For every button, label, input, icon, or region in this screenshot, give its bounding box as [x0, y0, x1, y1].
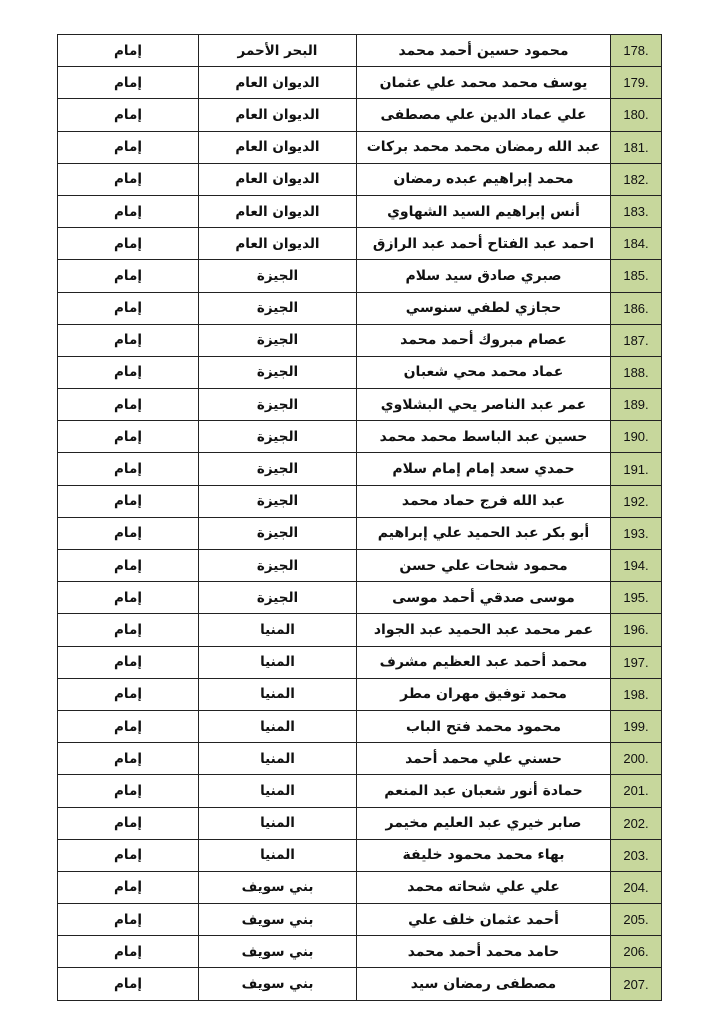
row-number: 186. — [611, 292, 662, 324]
person-name: يوسف محمد محمد علي عثمان — [357, 67, 611, 99]
row-number: 198. — [611, 678, 662, 710]
job-title: إمام — [58, 99, 199, 131]
table-row — [58, 453, 662, 485]
governorate: الجيزة — [199, 356, 357, 388]
person-name: بهاء محمد محمود خليفة — [357, 839, 611, 871]
person-name: عمر محمد عبد الحميد عبد الجواد — [357, 614, 611, 646]
table-row — [58, 710, 662, 742]
row-number: 199. — [611, 710, 662, 742]
person-name: احمد عبد الفتاح أحمد عبد الرازق — [357, 228, 611, 260]
person-name: حسين عبد الباسط محمد محمد — [357, 421, 611, 453]
job-title: إمام — [58, 453, 199, 485]
table-row — [58, 131, 662, 163]
governorate: البحر الأحمر — [199, 35, 357, 67]
table-row — [58, 292, 662, 324]
table-row — [58, 485, 662, 517]
job-title: إمام — [58, 550, 199, 582]
job-title: إمام — [58, 582, 199, 614]
row-number: 179. — [611, 67, 662, 99]
table-row — [58, 421, 662, 453]
table-row — [58, 260, 662, 292]
table-row — [58, 324, 662, 356]
row-number: 190. — [611, 421, 662, 453]
job-title: إمام — [58, 292, 199, 324]
governorate: المنيا — [199, 678, 357, 710]
row-number: 193. — [611, 517, 662, 549]
governorate: المنيا — [199, 614, 357, 646]
table-row — [58, 775, 662, 807]
table-row — [58, 582, 662, 614]
row-number: 197. — [611, 646, 662, 678]
person-name: محمد أحمد عبد العظيم مشرف — [357, 646, 611, 678]
person-name: حامد محمد أحمد محمد — [357, 936, 611, 968]
governorate: الجيزة — [199, 292, 357, 324]
person-name: محمد إبراهيم عبده رمضان — [357, 163, 611, 195]
person-name: عبد الله رمضان محمد محمد بركات — [357, 131, 611, 163]
job-title: إمام — [58, 131, 199, 163]
table-row — [58, 936, 662, 968]
table-row — [58, 968, 662, 1000]
governorate: الجيزة — [199, 260, 357, 292]
person-name: أنس إبراهيم السيد الشهاوي — [357, 195, 611, 227]
governorate: الديوان العام — [199, 67, 357, 99]
person-name: علي علي شحاته محمد — [357, 871, 611, 903]
table-row — [58, 678, 662, 710]
table-row — [58, 839, 662, 871]
roster-body — [58, 35, 662, 1001]
governorate: الجيزة — [199, 517, 357, 549]
job-title: إمام — [58, 775, 199, 807]
person-name: محمد توفيق مهران مطر — [357, 678, 611, 710]
person-name: أحمد عثمان خلف علي — [357, 904, 611, 936]
row-number: 204. — [611, 871, 662, 903]
governorate: الجيزة — [199, 389, 357, 421]
table-row — [58, 871, 662, 903]
job-title: إمام — [58, 195, 199, 227]
governorate: الديوان العام — [199, 163, 357, 195]
governorate: الجيزة — [199, 453, 357, 485]
table-row — [58, 228, 662, 260]
governorate: بني سويف — [199, 904, 357, 936]
governorate: المنيا — [199, 743, 357, 775]
row-number: 207. — [611, 968, 662, 1000]
job-title: إمام — [58, 421, 199, 453]
row-number: 203. — [611, 839, 662, 871]
row-number: 184. — [611, 228, 662, 260]
row-number: 201. — [611, 775, 662, 807]
row-number: 195. — [611, 582, 662, 614]
person-name: محمود محمد فتح الباب — [357, 710, 611, 742]
job-title: إمام — [58, 678, 199, 710]
table-row — [58, 550, 662, 582]
table-row — [58, 163, 662, 195]
person-name: عماد محمد محي شعبان — [357, 356, 611, 388]
job-title: إمام — [58, 904, 199, 936]
table-row — [58, 356, 662, 388]
table-row — [58, 67, 662, 99]
table-row — [58, 904, 662, 936]
row-number: 206. — [611, 936, 662, 968]
governorate: المنيا — [199, 839, 357, 871]
table-row — [58, 517, 662, 549]
governorate: الجيزة — [199, 485, 357, 517]
table-row — [58, 807, 662, 839]
row-number: 185. — [611, 260, 662, 292]
row-number: 182. — [611, 163, 662, 195]
governorate: المنيا — [199, 807, 357, 839]
row-number: 194. — [611, 550, 662, 582]
table-row — [58, 35, 662, 67]
table-row — [58, 743, 662, 775]
job-title: إمام — [58, 389, 199, 421]
job-title: إمام — [58, 614, 199, 646]
job-title: إمام — [58, 324, 199, 356]
person-name: علي عماد الدين علي مصطفى — [357, 99, 611, 131]
person-name: عبد الله فرج حماد محمد — [357, 485, 611, 517]
governorate: الجيزة — [199, 550, 357, 582]
job-title: إمام — [58, 35, 199, 67]
table-row — [58, 389, 662, 421]
row-number: 178. — [611, 35, 662, 67]
job-title: إمام — [58, 260, 199, 292]
job-title: إمام — [58, 67, 199, 99]
governorate: الديوان العام — [199, 195, 357, 227]
person-name: حمدي سعد إمام إمام سلام — [357, 453, 611, 485]
job-title: إمام — [58, 743, 199, 775]
job-title: إمام — [58, 807, 199, 839]
roster-table — [57, 34, 662, 1001]
person-name: حسني علي محمد أحمد — [357, 743, 611, 775]
job-title: إمام — [58, 356, 199, 388]
table-row — [58, 195, 662, 227]
person-name: أبو بكر عبد الحميد علي إبراهيم — [357, 517, 611, 549]
job-title: إمام — [58, 517, 199, 549]
governorate: المنيا — [199, 646, 357, 678]
person-name: محمود حسين أحمد محمد — [357, 35, 611, 67]
person-name: حجازي لطفي سنوسي — [357, 292, 611, 324]
job-title: إمام — [58, 710, 199, 742]
row-number: 205. — [611, 904, 662, 936]
person-name: عمر عبد الناصر يحي البشلاوي — [357, 389, 611, 421]
person-name: صابر خيري عبد العليم مخيمر — [357, 807, 611, 839]
governorate: الجيزة — [199, 324, 357, 356]
row-number: 183. — [611, 195, 662, 227]
row-number: 192. — [611, 485, 662, 517]
governorate: الديوان العام — [199, 99, 357, 131]
row-number: 188. — [611, 356, 662, 388]
job-title: إمام — [58, 485, 199, 517]
person-name: مصطفى رمضان سيد — [357, 968, 611, 1000]
row-number: 180. — [611, 99, 662, 131]
table-row — [58, 99, 662, 131]
row-number: 202. — [611, 807, 662, 839]
governorate: الجيزة — [199, 421, 357, 453]
governorate: المنيا — [199, 710, 357, 742]
row-number: 200. — [611, 743, 662, 775]
person-name: حمادة أنور شعبان عبد المنعم — [357, 775, 611, 807]
job-title: إمام — [58, 646, 199, 678]
person-name: صبري صادق سيد سلام — [357, 260, 611, 292]
governorate: بني سويف — [199, 936, 357, 968]
job-title: إمام — [58, 228, 199, 260]
table-row — [58, 614, 662, 646]
person-name: محمود شحات علي حسن — [357, 550, 611, 582]
job-title: إمام — [58, 163, 199, 195]
person-name: عصام مبروك أحمد محمد — [357, 324, 611, 356]
governorate: بني سويف — [199, 871, 357, 903]
job-title: إمام — [58, 839, 199, 871]
person-name: موسى صدقي أحمد موسى — [357, 582, 611, 614]
row-number: 196. — [611, 614, 662, 646]
governorate: الديوان العام — [199, 131, 357, 163]
job-title: إمام — [58, 968, 199, 1000]
row-number: 189. — [611, 389, 662, 421]
governorate: المنيا — [199, 775, 357, 807]
governorate: الديوان العام — [199, 228, 357, 260]
governorate: بني سويف — [199, 968, 357, 1000]
row-number: 187. — [611, 324, 662, 356]
job-title: إمام — [58, 936, 199, 968]
table-row — [58, 646, 662, 678]
job-title: إمام — [58, 871, 199, 903]
row-number: 191. — [611, 453, 662, 485]
row-number: 181. — [611, 131, 662, 163]
governorate: الجيزة — [199, 582, 357, 614]
